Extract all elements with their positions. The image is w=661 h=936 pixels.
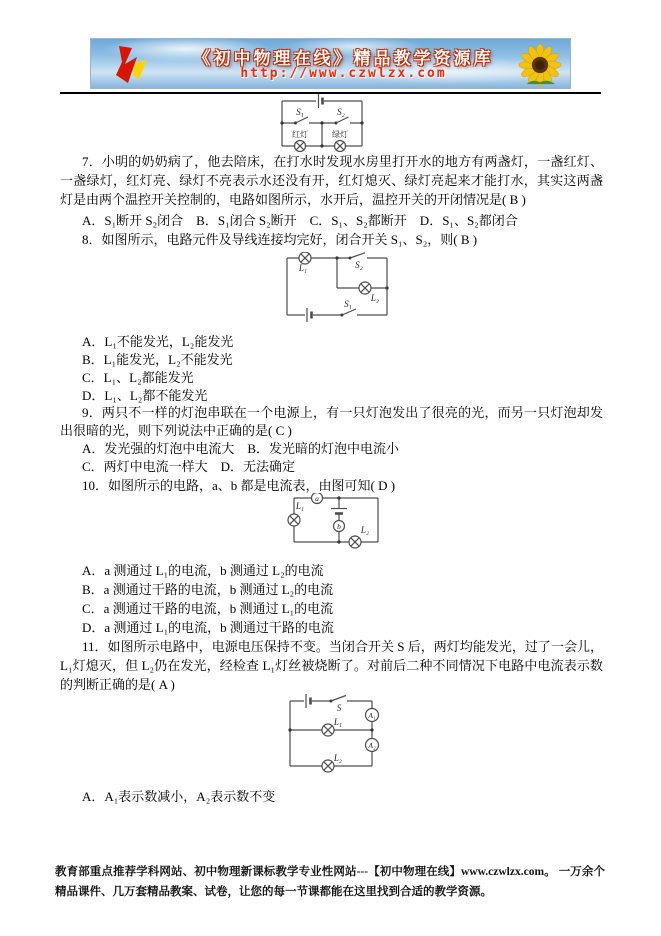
lamp-l1-label: L₁ [333, 717, 343, 727]
question-11-text: 11．如图所示电路中，电源电压保持不变。当闭合开关 S 后，两灯均能发光，过了一会儿，L₁灯熄灭，但 L₂仍在发光，经检查 L₁灯丝被烧断了。对前后二种不同情况下电路中电流表示数的判断正确的是( A ) [60, 639, 603, 692]
green-lamp-icon [335, 141, 346, 152]
lamp-l2-icon [349, 536, 361, 548]
site-banner [90, 38, 571, 89]
lamp-l2-icon [322, 760, 334, 772]
red-lamp-label: 红灯 [292, 130, 308, 139]
options-ab: A．发光强的灯泡中电流大 B．发光暗的灯泡中电流小 [82, 441, 400, 456]
sunflower-icon [516, 42, 564, 88]
ammeter-a2-label: A₂ [368, 740, 376, 750]
ammeter-a-icon [312, 493, 323, 504]
battery-icon [306, 694, 311, 708]
switch-s2-icon [335, 117, 349, 125]
lamp-l1-label: L₁ [295, 501, 305, 511]
ammeter-b-icon [334, 521, 345, 532]
banner-url-link[interactable]: http://www.czwlzx.com [240, 66, 447, 81]
option-a: A．a 测通过 L₁的电流，b 测通过 L₂的电流 [82, 563, 324, 578]
question-11-option-a: A．A₁表示数减小，A₂表示数不变 [82, 789, 276, 804]
lamp-l1-icon [288, 514, 300, 526]
switch-s1-label: S₁ [296, 107, 304, 117]
question-9-option-list [60, 440, 603, 476]
switch-s1-icon [294, 117, 308, 125]
lamp-l1-label: L₁ [298, 263, 308, 273]
switch-s2-label: S₂ [337, 107, 345, 117]
option-d: D．a 测通过 L₁的电流，b 测通过干路的电流 [82, 620, 334, 635]
question-10-text: 10．如图所示的电路，a、b 都是电流表，由图可知( D ) [82, 478, 396, 493]
lamp-l2-label: L₂ [333, 753, 343, 763]
red-lamp-icon [295, 141, 306, 152]
question-7-text: 7．小明的奶奶病了，他去陪床，在打水时发现水房里打开水的地方有两盏灯，一盏红灯、一盏绿灯，红灯亮、绿灯不亮表示水还没有开，红灯熄灭、绿灯亮起来才能打水，其实这两盏灯是由两个温控开关控制的，电路如图所示，水开后，温控开关的开闭情况是( B ) [60, 154, 603, 207]
switch-s2-icon [349, 253, 366, 260]
site-logo-icon [109, 42, 155, 87]
option-a: A．L₁不能发光，L₂能发光 [82, 334, 234, 349]
banner-title: 《初中物理在线》精品教学资源库 [193, 49, 494, 68]
battery-icon [331, 509, 347, 514]
ammeter-a2-icon [366, 739, 379, 752]
switch-s-icon [330, 696, 347, 703]
circuit-diagram-q10 [287, 493, 381, 549]
lamp-l2-label: L₂ [370, 293, 380, 303]
ammeter-a-label: a [315, 493, 319, 503]
switch-s-label: S [336, 703, 342, 713]
switch-s2-label: S₂ [355, 260, 363, 270]
ammeter-a1-icon [366, 709, 379, 722]
battery-icon [319, 94, 323, 108]
circuit-diagram-q8 [285, 252, 389, 324]
option-b: B．L₁能发光，L₂不能发光 [82, 352, 233, 367]
ammeter-a1-label: A₁ [368, 710, 376, 720]
battery-icon [307, 308, 312, 322]
green-lamp-label: 绿灯 [332, 130, 348, 139]
option-d: D．L₁、L₂都不能发光 [82, 388, 208, 403]
circuit-diagram-q7 [280, 94, 364, 152]
switch-s1-label: S₁ [344, 299, 352, 309]
question-9-text: 9．两只不一样的灯泡串联在一个电源上，有一只灯泡发出了很亮的光，而另一只灯泡却发出很暗的光，则下列说法中正确的是( C ) [60, 405, 603, 438]
option-b: B．a 测通过干路的电流，b 测通过 L₂的电流 [82, 582, 334, 597]
lamp-l1-icon [322, 724, 334, 736]
question-8-option-list [60, 333, 603, 405]
question-10-option-list [60, 561, 603, 637]
question-8-text: 8．如图所示，电路元件及导线连接均完好，闭合开关 S₁、S₂，则( B ) [82, 232, 478, 247]
question-7-options: A．S₁断开 S₂闭合 B．S₁闭合 S₂断开 C．S₁、S₂都断开 D．S₁、S₂都闭合 [82, 213, 518, 228]
option-c: C．a 测通过干路的电流，b 测通过 L₁的电流 [82, 601, 334, 616]
ammeter-b-label: b [337, 521, 341, 531]
option-c: C．L₁、L₂都能发光 [82, 370, 194, 385]
lamp-l2-label: L₂ [360, 525, 370, 535]
circuit-diagram-q11 [286, 694, 380, 776]
footer-text: 教育部重点推荐学科网站、初中物理新课标教学专业性网站---【初中物理在线】www.czwlzx.com。 一万余个精品课件、几万套精品教案、试卷，让您的每一节课都能在这里找到合适的教学资源。 [55, 866, 605, 898]
lamp-l2-icon [359, 282, 371, 294]
options-cd: C．两灯中电流一样大 D．无法确定 [82, 459, 296, 474]
switch-s1-icon [341, 309, 357, 317]
